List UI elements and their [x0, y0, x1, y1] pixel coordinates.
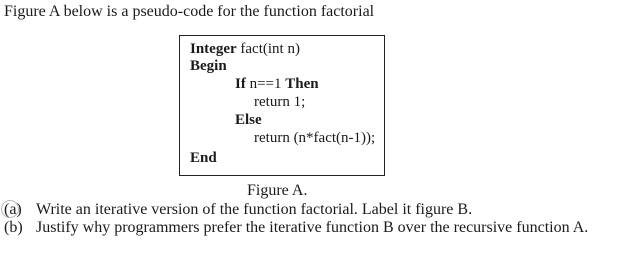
if-keyword: If [235, 76, 246, 92]
question-b-letter: (b) [4, 219, 23, 236]
return-one-line: return 1; [254, 94, 306, 110]
end-keyword: End [190, 150, 217, 166]
intro-text: Figure A below is a pseudo-code for the function factorial [4, 3, 375, 20]
question-a-text: Write an iterative version of the function factorial. Label it figure B. [36, 201, 473, 218]
if-condition: n==1 [245, 76, 286, 92]
question-a [4, 201, 472, 219]
question-b-text: Justify why programmers prefer the iterative function B over the recursive function A. [36, 219, 589, 236]
begin-keyword: Begin [190, 58, 227, 74]
question-b [4, 219, 588, 237]
else-keyword: Else [235, 112, 262, 128]
pseudo-code-box [179, 35, 385, 176]
if-statement [235, 76, 319, 93]
signature-rest: fact(int n) [236, 41, 300, 57]
then-keyword: Then [285, 76, 319, 92]
question-a-letter: (a) [4, 201, 22, 218]
function-signature [190, 41, 300, 58]
signature-keyword: Integer [190, 41, 237, 57]
return-recursive-line: return (n*fact(n-1)); [254, 130, 376, 146]
figure-caption: Figure A. [247, 182, 308, 199]
